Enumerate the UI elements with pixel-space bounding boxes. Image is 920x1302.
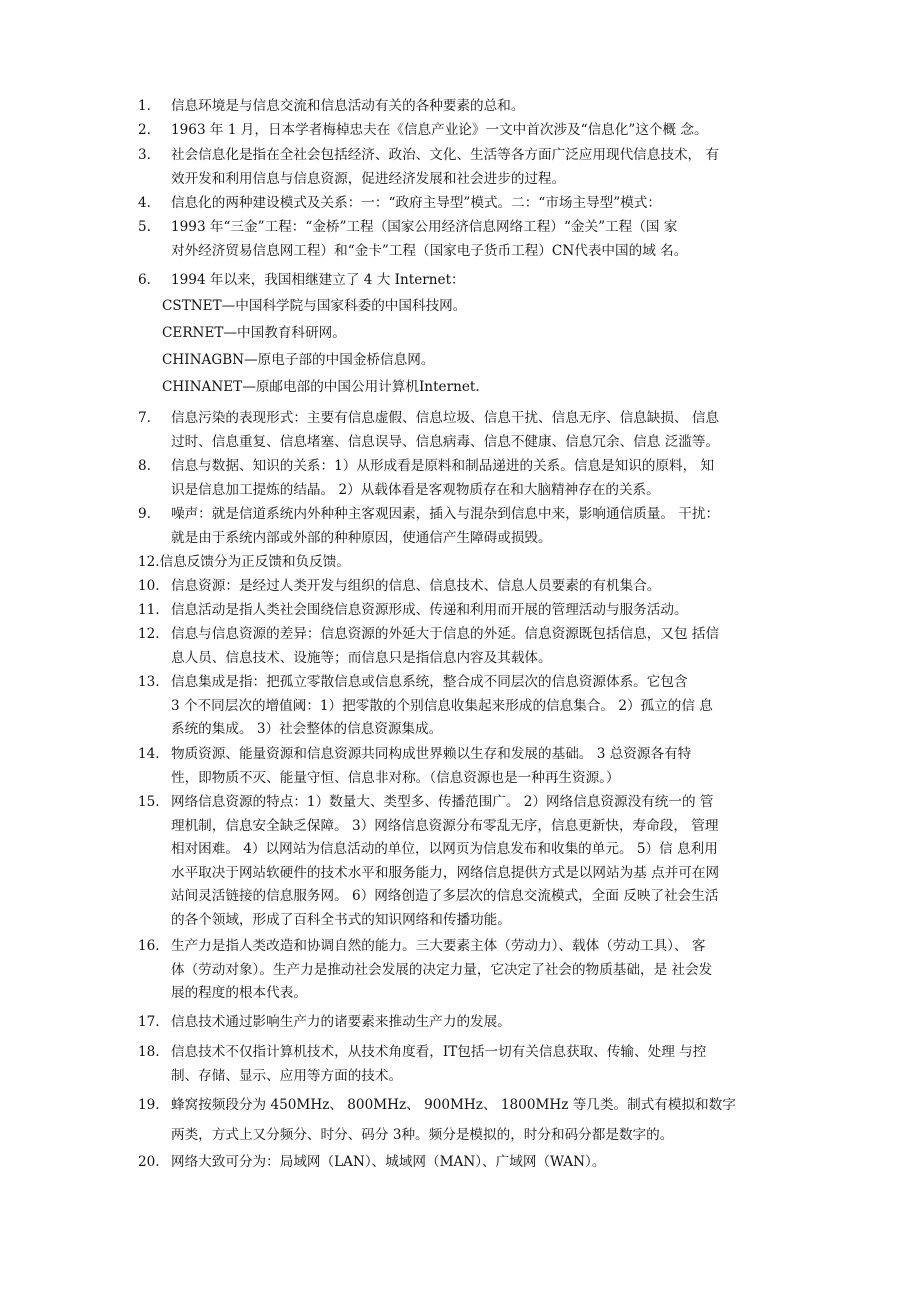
item-text <box>171 119 798 143</box>
text-line: 对外经济贸易信息网工程）和“金卡”工程（国家电子货币工程）CN代表中国的域 名。 <box>171 242 688 259</box>
text-line: 系统的集成。 3）社会整体的信息资源集成。 <box>171 721 443 738</box>
list-item-11 <box>138 599 798 623</box>
text-line: 信息技术通过影响生产力的诸要素来推动生产力的发展。 <box>171 1014 511 1030</box>
text-line: 站间灵活链接的信息服务网。 6）网络创造了多层次的信息交流模式，全面 反映了社会生活 <box>171 888 719 905</box>
item-number: 19. <box>138 1097 160 1113</box>
list-item-19 <box>138 1094 798 1147</box>
text-line: 识是信息加工提炼的结晶。 2）从载体看是客观物质存在和大脑精神存在的关系。 <box>171 481 660 498</box>
text-line: 展的程度的根本代表。 <box>171 985 307 1002</box>
network-cstnet: CSTNET—中国科学院与国家科委的中国科技网。 <box>162 298 467 314</box>
item-text <box>171 935 798 1006</box>
list-item-15 <box>138 791 798 933</box>
text-line: 相对困难。 4）以网站为信息活动的单位，以网页为信息发布和收集的单元。 5）信 息利用 <box>171 841 718 858</box>
item-number: 14. <box>138 746 160 762</box>
list-item-4 <box>138 192 798 216</box>
item-number: 20. <box>138 1154 160 1170</box>
text-line: 信息与数据、知识的关系：1）从形成看是原料和制品递进的关系。信息是知识的原料， 知 <box>171 458 715 474</box>
item-text <box>171 1041 798 1088</box>
item-text <box>171 791 798 933</box>
item-text <box>171 95 798 119</box>
text-line: 生产力是指人类改造和协调自然的能力。三大要素主体（劳动力）、载体（劳动工具）、 客 <box>171 938 706 954</box>
list-item-20 <box>138 1151 798 1175</box>
text-line: 信息技术不仅指计算机技术，从技术角度看，IT包括一切有关信息获取、传输、处理 与控 <box>171 1044 707 1060</box>
item-number: 4. <box>138 195 151 211</box>
text-line: 噪声：就是信道系统内外种种主客观因素，插入与混杂到信息中来，影响通信质量。 干扰： <box>171 506 720 522</box>
text-line: 社会信息化是指在全社会包括经济、政治、文化、生活等各方面广泛应用现代信息技术， 有 <box>171 147 720 163</box>
list-item-6 <box>138 269 798 293</box>
item-number: 15. <box>138 794 160 810</box>
text-line: 息人员、信息技术、设施等；而信息只是指信息内容及其载体。 <box>171 649 552 666</box>
item-number: 6. <box>138 272 151 288</box>
item-number: 7. <box>138 410 151 426</box>
list-item-feedback: 12.信息反馈分为正反馈和负反馈。 <box>138 554 350 570</box>
text-line: 过时、信息重复、信息堵塞、信息误导、信息病毒、信息不健康、信息冗余、信息 泛滥等。 <box>171 433 720 450</box>
text-line: 性，即物质不灭、能量守恒、信息非对称。（信息资源也是一种再生资源。） <box>171 769 620 786</box>
item-number: 5. <box>138 219 151 235</box>
text-line: 理机制，信息安全缺乏保障。 3）网络信息资源分布零乱无序，信息更新快，寿命段， 管理 <box>171 817 719 834</box>
text-line: 制、存储、显示、应用等方面的技术。 <box>171 1067 403 1084</box>
list-item-1 <box>138 95 798 119</box>
item-number: 10. <box>138 578 160 594</box>
list-item-10 <box>138 575 798 599</box>
item-text <box>171 144 798 191</box>
list-item-17 <box>138 1011 798 1035</box>
item-number: 1. <box>138 98 151 114</box>
list-item-5 <box>138 216 798 263</box>
list-item-8 <box>138 455 798 502</box>
list-item-16 <box>138 935 798 1006</box>
network-chinanet: CHINANET—原邮电部的中国公用计算机Internet. <box>162 379 480 395</box>
list-item-2 <box>138 119 798 143</box>
network-chinagbn: CHINAGBN—原电子部的中国金桥信息网。 <box>162 352 435 368</box>
text-line: 网络信息资源的特点：1）数量大、类型多、传播范围广。 2）网络信息资源没有统一的 管 <box>171 794 714 810</box>
item-number: 17. <box>138 1014 160 1030</box>
item-text <box>171 192 798 216</box>
network-cernet: CERNET—中国教育科研网。 <box>162 325 346 341</box>
item-text <box>171 1151 798 1175</box>
text-line: 信息活动是指人类社会围绕信息资源形成、传递和利用而开展的管理活动与服务活动。 <box>171 602 688 618</box>
item-text <box>171 623 798 670</box>
text-line: 3 个不同层次的增值阈：1）把零散的个别信息收集起来形成的信息集合。 2）孤立的信 息 <box>171 697 713 714</box>
item-text <box>171 743 798 790</box>
text-line: 信息污染的表现形式：主要有信息虚假、信息垃圾、信息干扰、信息无序、信息缺损、 信息 <box>171 410 720 426</box>
text-line: 水平取决于网站软硬件的技术水平和服务能力，网络信息提供方式是以网站为基 点并可在网 <box>171 864 720 881</box>
item-number: 13. <box>138 674 160 690</box>
item-number: 18. <box>138 1044 160 1060</box>
item-text <box>171 216 798 263</box>
list-item-9 <box>138 503 798 550</box>
item-text <box>171 269 798 293</box>
text-line: 1963 年 1 月，日本学者梅棹忠夫在《信息产业论》一文中首次涉及“信息化”这个概 念。 <box>171 122 708 138</box>
item-number: 11. <box>138 602 160 618</box>
item-text <box>171 1094 798 1147</box>
item-number: 2. <box>138 122 151 138</box>
text-line: 信息与信息资源的差异：信息资源的外延大于信息的外延。信息资源既包括信息，又包 括信 <box>171 626 720 642</box>
text-line: 网络大致可分为：局域网（LAN）、城域网（MAN）、广域网（WAN）。 <box>171 1154 606 1170</box>
text-line: 就是由于系统内部或外部的种种原因，使通信产生障碍或损毁。 <box>171 529 552 546</box>
item-text <box>171 503 798 550</box>
item-number: 8. <box>138 458 151 474</box>
item-text <box>171 599 798 623</box>
text-line: 的各个领域，形成了百科全书式的知识网络和传播功能。 <box>171 911 511 928</box>
item-text <box>171 455 798 502</box>
item-text <box>171 407 798 454</box>
text-line: 信息资源：是经过人类开发与组织的信息、信息技术、信息人员要素的有机集合。 <box>171 578 661 594</box>
item-number: 3. <box>138 147 151 163</box>
text-line: 蜂窝按频段分为 450MHz、 800MHz、 900MHz、 1800MHz 等几类。制式有模拟和数字 <box>171 1097 736 1113</box>
text-line: 信息化的两种建设模式及关系：一：“政府主导型”模式。二：“市场主导型”模式： <box>171 195 661 211</box>
item-number: 12. <box>138 626 160 642</box>
item-text <box>171 1011 798 1035</box>
list-item-12 <box>138 623 798 670</box>
text-line: 体（劳动对象）。生产力是推动社会发展的决定力量，它决定了社会的物质基础，是 社会发 <box>171 961 713 978</box>
text-line: 1993 年“三金”工程：“金桥”工程（国家公用经济信息网络工程）“金关”工程（国 家 <box>171 219 678 235</box>
text-line: 信息环境是与信息交流和信息活动有关的各种要素的总和。 <box>171 98 525 114</box>
text-line: 信息集成是指：把孤立零散信息或信息系统，整合成不同层次的信息资源体系。它包含 <box>171 674 688 690</box>
list-item-18 <box>138 1041 798 1088</box>
item-text <box>171 671 798 742</box>
item-number: 9. <box>138 506 151 522</box>
list-item-13 <box>138 671 798 742</box>
item-number: 16. <box>138 938 160 954</box>
text-line: 物质资源、能量资源和信息资源共同构成世界赖以生存和发展的基础。 3 总资源各有特 <box>171 746 692 762</box>
text-line: 效开发和利用信息与信息资源，促进经济发展和社会进步的过程。 <box>171 170 566 187</box>
text-line: 两类，方式上又分频分、时分、码分 3种。频分是模拟的，时分和码分都是数字的。 <box>171 1126 674 1143</box>
list-item-14 <box>138 743 798 790</box>
text-line: 1994 年以来，我国相继建立了 4 大 Internet： <box>171 272 465 288</box>
list-item-3 <box>138 144 798 191</box>
list-item-7 <box>138 407 798 454</box>
item-text <box>171 575 798 599</box>
